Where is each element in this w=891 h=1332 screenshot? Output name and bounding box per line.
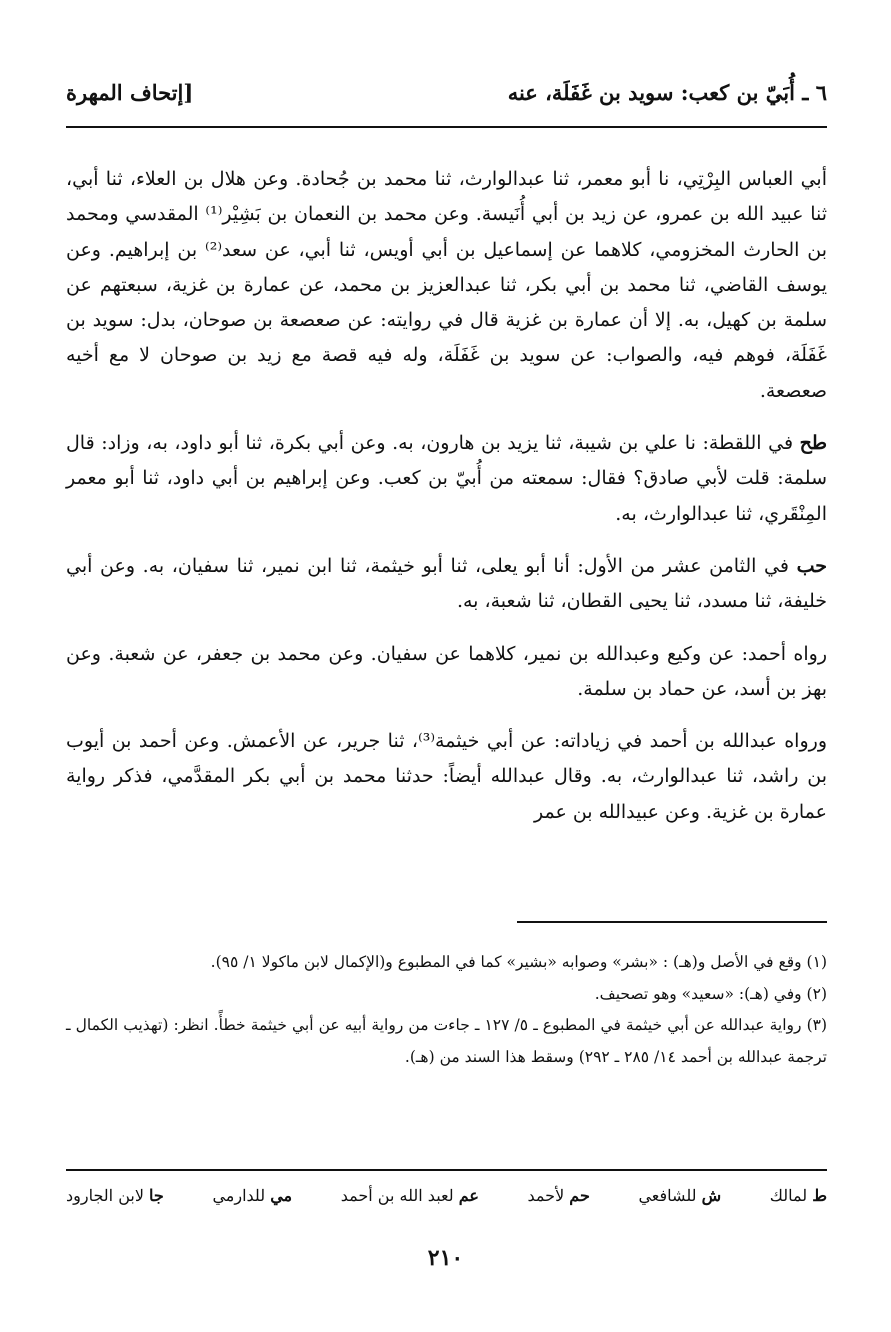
abbreviation-code: حم xyxy=(569,1186,590,1205)
abbreviation-code: ش xyxy=(701,1186,722,1205)
abbreviation-item xyxy=(638,1186,721,1205)
abbreviation-code: مي xyxy=(270,1186,293,1205)
paragraph-1-text: أبي العباس البِرْتِي، نا أبو معمر، ثنا عبدالوارث، ثنا محمد بن جُحادة. وعن هلال بن العلاء، ثنا أبي، ثنا عبيد الله بن عمرو، عن زيد بن أبي أُنَيسة. وعن محمد بن النعمان بن بَشِيْر⁽¹⁾ المقدسي ومحمد بن الحارث المخزومي، كلاهما عن إسماعيل بن أبي أويس، ثنا أبي، عن سعد⁽²⁾ بن إبراهيم. وعن يوسف القاضي، ثنا محمد بن أبي بكر، ثنا عبدالعزيز بن محمد، عن عمارة بن غزية، سبعتهم عن سلمة بن كهيل، به. إلا أن عمارة بن غزية قال في روايته: عن صعصعة بن صوحان، بدل: سويد بن غَفَلَة، فوهم فيه، والصواب: عن سويد بن غَفَلَة، وله فيه قصة مع زيد بن صوحان لا مع أخيه صعصعة. xyxy=(66,168,827,402)
abbreviation-name: لأحمد xyxy=(527,1186,565,1205)
abbreviation-code: جا xyxy=(149,1186,164,1205)
paragraph-2 xyxy=(66,426,827,532)
footnote-divider xyxy=(517,921,827,923)
abbreviation-name: لابن الجارود xyxy=(66,1186,144,1205)
abbreviation-name: للشافعي xyxy=(638,1186,697,1205)
paragraph-4-text: رواه أحمد: عن وكيع وعبدالله بن نمير، كلاهما عن سفيان. وعن محمد بن جعفر، عن شعبة. وعن بهز بن أسد، عن حماد بن سلمة. xyxy=(66,642,827,700)
abbreviation-name: لعبد الله بن أحمد xyxy=(340,1186,454,1205)
abbreviation-item xyxy=(770,1186,827,1205)
paragraph-4 xyxy=(66,637,827,708)
paragraph-5-text: ورواه عبدالله بن أحمد في زياداته: عن أبي خيثمة⁽³⁾، ثنا جرير، عن الأعمش. وعن أحمد بن أيوب بن راشد، ثنا عبدالوارث، به. وقال عبدالله أيضاً: حدثنا محمد بن أبي بكر المقدَّمي، فذكر رواية عمارة بن غزية. وعن عبيدالله بن عمر xyxy=(66,730,827,823)
abbreviations-divider xyxy=(66,1169,827,1171)
header-book-title: [إتحاف المهرة xyxy=(66,79,194,105)
paragraph-3-text: في الثامن عشر من الأول: أنا أبو يعلى، ثنا أبو خيثمة، ثنا ابن نمير، ثنا سفيان، به. وعن أبي خليفة، ثنا مسدد، ثنا يحيى القطان، ثنا شعبة، به. xyxy=(66,554,827,613)
abbreviation-name: لمالك xyxy=(769,1186,808,1205)
abbreviation-code: عم xyxy=(458,1186,479,1205)
abbreviation-item xyxy=(528,1186,590,1205)
paragraph-2-symbol: طح xyxy=(799,432,827,455)
main-text xyxy=(66,162,827,830)
footnote-3: (٣) رواية عبدالله عن أبي خيثمة في المطبوع ـ ٥/ ١٢٧ ـ جاءت من رواية أبيه عن أبي خيثمة خطأً. انظر: (تهذيب الكمال ـ ترجمة عبدالله بن أحمد ١٤/ ٢٨٥ ـ ٢٩٢) وسقط هذا السند من (هـ). xyxy=(66,1016,828,1066)
abbreviation-item xyxy=(66,1186,164,1205)
paragraph-3-symbol: حب xyxy=(796,554,827,577)
abbreviation-item xyxy=(212,1186,292,1205)
abbreviation-code: ط xyxy=(812,1186,827,1205)
abbreviation-item xyxy=(341,1186,479,1205)
footnote-2: (٢) وفي (هـ): «سعيد» وهو تصحيف. xyxy=(594,984,827,1003)
abbreviation-name: للدارمي xyxy=(212,1186,266,1205)
header-divider xyxy=(66,126,827,128)
footnotes xyxy=(66,947,827,1073)
header-chapter-title: ٦ ـ أُبَيّ بن كعب: سويد بن غَفَلَة، عنه xyxy=(507,79,827,105)
page-number: ٢١٠ xyxy=(427,1245,464,1271)
abbreviations-legend xyxy=(66,1186,827,1205)
footnote-1: (١) وقع في الأصل و(هـ) : «بشر» وصوابه «بشير» كما في المطبوع و(الإكمال لابن ماكولا ١/ ٩٥). xyxy=(210,953,827,971)
paragraph-1 xyxy=(66,162,827,409)
paragraph-2-text: في اللقطة: نا علي بن شيبة، ثنا يزيد بن هارون، به. وعن أبي بكرة، ثنا أبو داود، به، وزاد: قال سلمة: قلت لأبي صادق؟ فقال: سمعته من أُبيّ بن كعب. وعن إبراهيم بن أبي داود، ثنا أبو معمر المِنْقَري، ثنا عبدالوارث، به. xyxy=(66,432,827,525)
paragraph-5 xyxy=(66,724,827,830)
running-header xyxy=(66,74,827,110)
paragraph-3 xyxy=(66,549,827,620)
